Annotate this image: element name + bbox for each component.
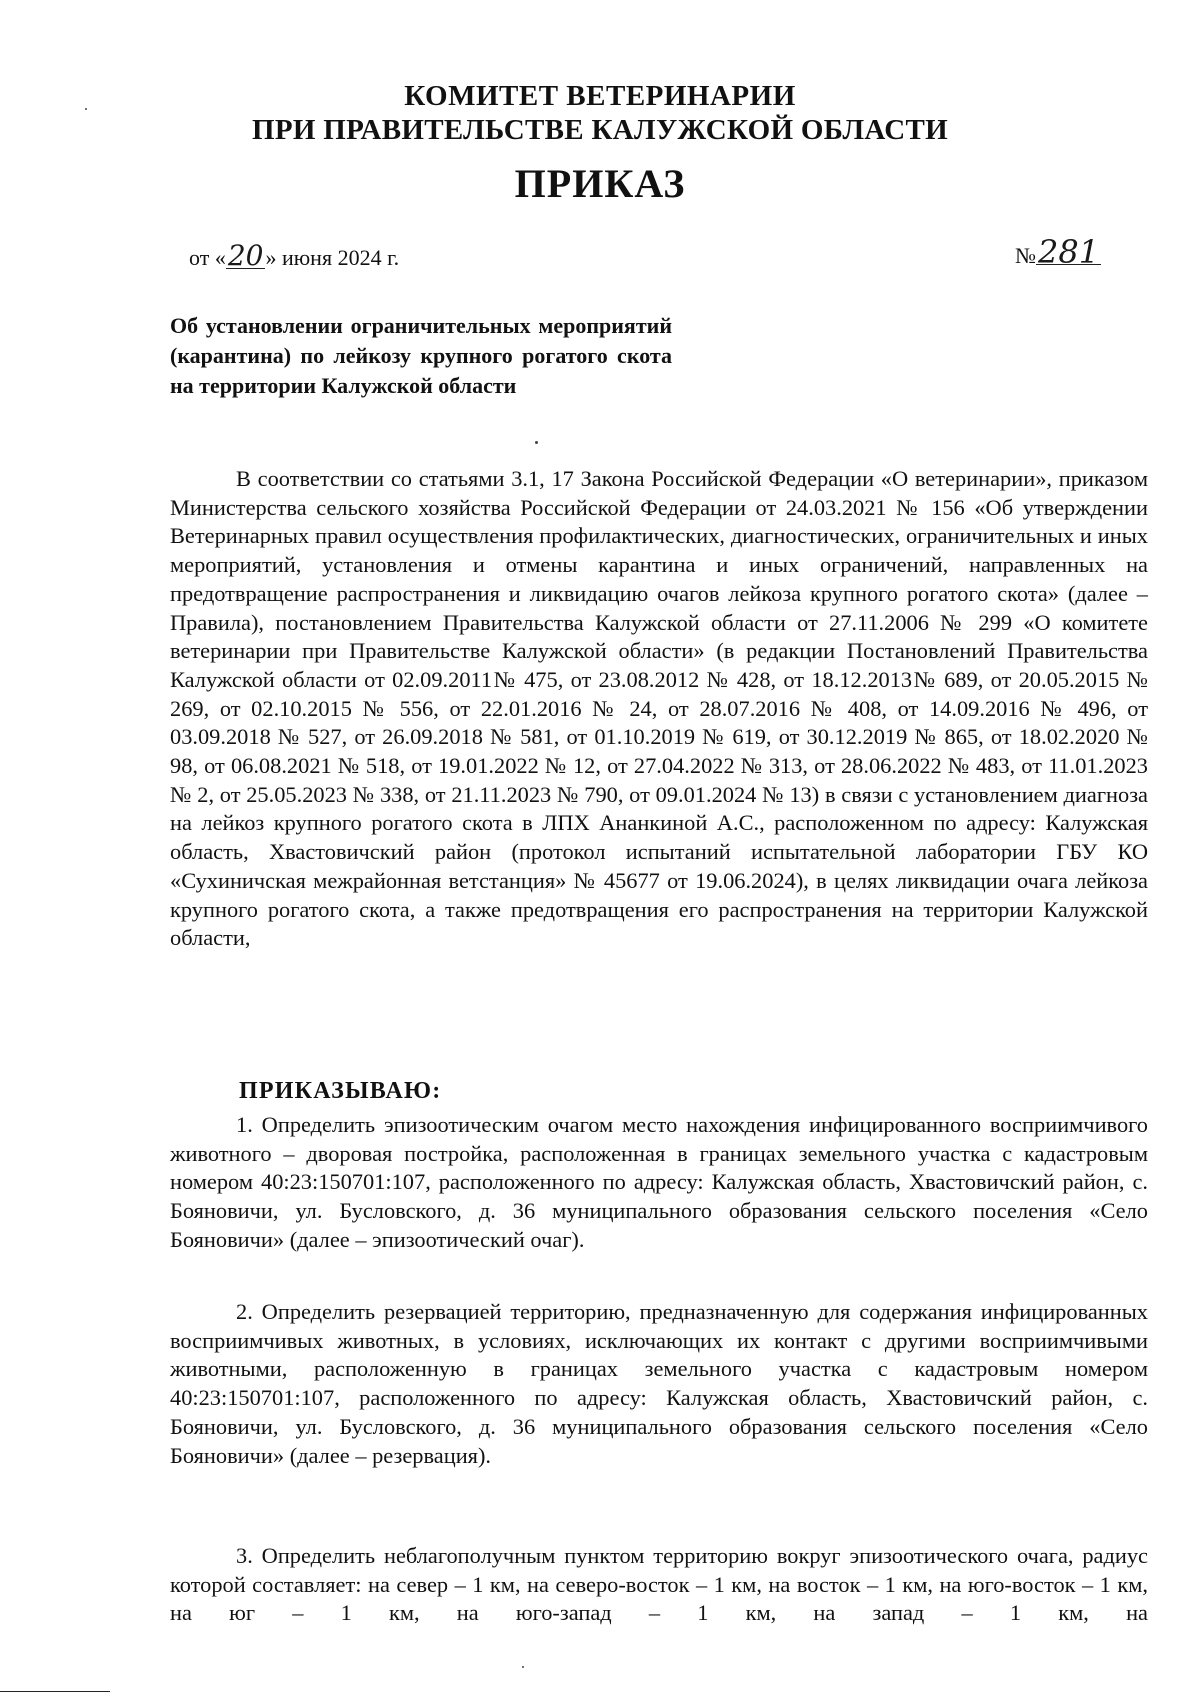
number-value-handwritten: 281 xyxy=(1038,233,1100,271)
order-subject: Об установлении ограничительных мероприятий (карантина) по лейкозу крупного рогатого скота на территории Калужской области xyxy=(170,313,672,398)
order-item-1: 1. Определить эпизоотическим очагом место нахождения инфицированного восприимчивого животного – дворовая постройка, расположенная в границах земельного участка с кадастровым номером 40:23:150701:107, расположенного по адресу: Калужская область, Хвастовичский район, с. Бояновичи, ул. Бусловского, д. 36 муниципального образования сельского поселения «Село Бояновичи» (далее – эпизоотический очаг). xyxy=(170,1112,1148,1252)
preamble-paragraph: В соответствии со статьями 3.1, 17 Закона Российской Федерации «О ветеринарии», приказом Министерства сельского хозяйства Российской Федерации от 24.03.2021 № 156 «Об утверждении Ветеринарных правил осуществления профилактических, диагностических, ограничительных и иных мероприятий, установления и отмены карантина и иных ограничений, направленных на предотвращение распространения и ликвидацию очагов лейкоза крупного рогатого скота» (далее – Правила), постановлением Правительства Калужской области от 27.11.2006 № 299 «О комитете ветеринарии при Правительстве Калужской области» (в редакции Постановлений Правительства Калужской области от 02.09.2011№ 475, от 23.08.2012 № 428, от 18.12.2013№ 689, от 20.05.2015 № 269, от 02.10.2015 № 556, от 22.01.2016 № 24, от 28.07.2016 № 408, от 14.09.2016 № 496, от 03.09.2018 № 527, от 26.09.2018 № 581, от 01.10.2019 № 619, от 30.12.2019 № 865, от 18.02.2020 № 98, от 06.08.2021 № 518, от 19.01.2022 № 12, от 27.04.2022 № 313, от 28.06.2022 № 483, от 11.01.2023 № 2, от 25.05.2023 № 338, от 21.11.2023 № 790, от 09.01.2024 № 13) в связи с установлением диагноза на лейкоз крупного рогатого скота в ЛПХ Ананкиной А.С., расположенном по адресу: Калужская область, Хвастовичский район (протокол испытаний испытательной лаборатории ГБУ КО «Сухиничская межрайонная ветстанция» № 45677 от 19.06.2024), в целях ликвидации очага лейкоза крупного рогатого скота, а также предотвращения его распространения на территории Калужской области, xyxy=(170,466,1148,951)
footer-rule xyxy=(0,1691,110,1692)
order-date xyxy=(189,239,400,272)
organization-name-line1: КОМИТЕТ ВЕТЕРИНАРИИ xyxy=(404,80,796,112)
order-directive-heading: ПРИКАЗЫВАЮ: xyxy=(239,1078,442,1104)
date-day-handwritten: 20 xyxy=(227,239,264,272)
order-item-3: 3. Определить неблагополучным пунктом территорию вокруг эпизоотического очага, радиус которой составляет: на север – 1 км, на северо-восток – 1 км, на восток – 1 км, на юго-восток – 1 км, на юг – 1 км, на юго-запад – 1 км, на запад – 1 км, на xyxy=(170,1543,1148,1626)
scan-speck xyxy=(522,1666,524,1668)
scan-speck xyxy=(85,108,87,110)
date-suffix: » июня 2024 г. xyxy=(265,245,400,270)
order-item-2: 2. Определить резервацией территорию, предназначенную для содержания инфицированных восприимчивых животных, в условиях, исключающих их контакт с другими восприимчивыми животными, расположенную в границах земельного участка с кадастровым номером 40:23:150701:107, расположенного по адресу: Калужская область, Хвастовичский район, с. Бояновичи, ул. Бусловского, д. 36 муниципального образования сельского поселения «Село Бояновичи» (далее – резервация). xyxy=(170,1299,1148,1468)
number-prefix: № xyxy=(1015,243,1036,268)
order-number xyxy=(1015,233,1101,271)
date-prefix: от « xyxy=(189,245,226,270)
scan-speck xyxy=(535,441,538,444)
organization-name-line2: ПРИ ПРАВИТЕЛЬСТВЕ КАЛУЖСКОЙ ОБЛАСТИ xyxy=(252,114,948,146)
document-type-title: ПРИКАЗ xyxy=(514,161,686,206)
